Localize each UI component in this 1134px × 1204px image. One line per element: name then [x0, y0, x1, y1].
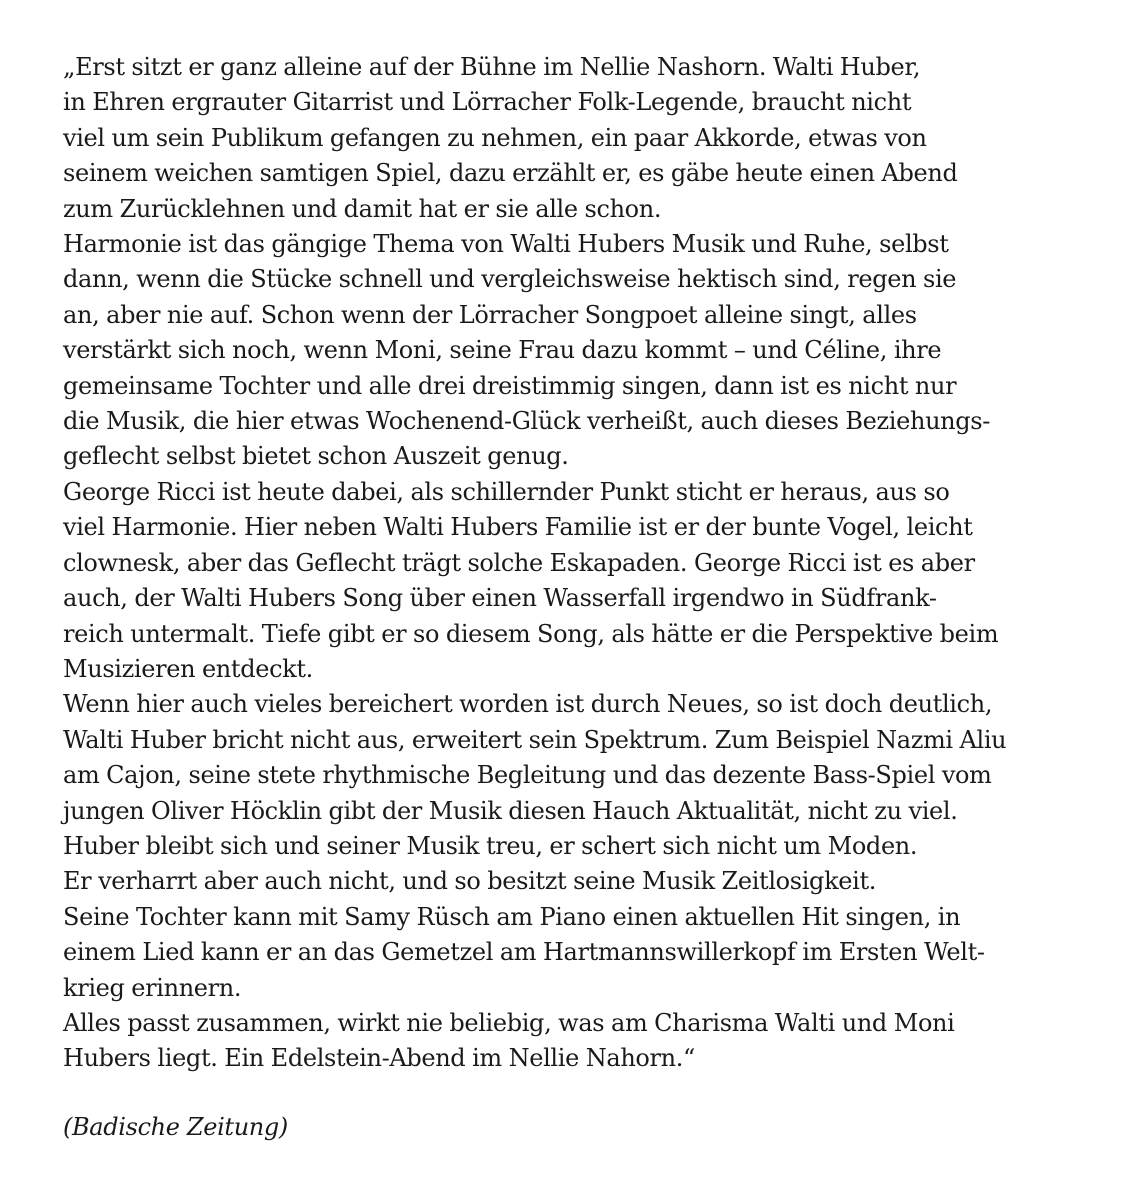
text-line: zum Zurücklehnen und damit hat er sie alle schon.	[63, 194, 662, 223]
text-line: an, aber nie auf. Schon wenn der Lörracher Songpoet alleine singt, alles	[63, 300, 917, 329]
text-line: gemeinsame Tochter und alle drei dreistimmig singen, dann ist es nicht nur	[63, 371, 957, 400]
text-line: Seine Tochter kann mit Samy Rüsch am Piano einen aktuellen Hit singen, in	[63, 902, 961, 931]
text-line: viel um sein Publikum gefangen zu nehmen, ein paar Akkorde, etwas von	[63, 123, 927, 152]
text-line: jungen Oliver Höcklin gibt der Musik diesen Hauch Aktualität, nicht zu viel.	[63, 796, 958, 825]
text-line: viel Harmonie. Hier neben Walti Hubers Familie ist er der bunte Vogel, leicht	[63, 513, 973, 542]
text-line: krieg erinnern.	[63, 973, 242, 1002]
text-line: auch, der Walti Hubers Song über einen Wasserfall irgendwo in Südfrank-	[63, 584, 937, 613]
text-line: Huber bleibt sich und seiner Musik treu, er schert sich nicht um Moden.	[63, 831, 918, 860]
text-line: „Erst sitzt er ganz alleine auf der Bühne im Nellie Nashorn. Walti Huber,	[63, 53, 921, 81]
text-line: clownesk, aber das Geflecht trägt solche Eskapaden. George Ricci ist es aber	[63, 548, 975, 577]
text-line: Hubers liegt. Ein Edelstein-Abend im Nellie Nahorn.“	[63, 1044, 695, 1073]
text-line: Alles passt zusammen, wirkt nie beliebig, was am Charisma Walti und Moni	[63, 1008, 955, 1037]
text-line: Er verharrt aber auch nicht, und so besitzt seine Musik Zeitlosigkeit.	[63, 867, 877, 896]
text-line: dann, wenn die Stücke schnell und vergleichsweise hektisch sind, regen sie	[63, 265, 957, 294]
text-line: in Ehren ergrauter Gitarrist und Lörracher Folk-Legende, braucht nicht	[63, 88, 912, 117]
text-line: Wenn hier auch vieles bereichert worden ist durch Neues, so ist doch deutlich,	[63, 690, 993, 719]
text-line: verstärkt sich noch, wenn Moni, seine Frau dazu kommt – und Céline, ihre	[63, 336, 942, 365]
text-line: einem Lied kann er an das Gemetzel am Hartmannswillerkopf im Ersten Welt-	[63, 938, 985, 967]
text-line: geflecht selbst bietet schon Auszeit genug.	[63, 442, 569, 471]
text-line: reich untermalt. Tiefe gibt er so diesem Song, als hätte er die Perspektive beim	[63, 619, 999, 648]
text-line: Harmonie ist das gängige Thema von Walti Hubers Musik und Ruhe, selbst	[63, 230, 949, 259]
text-line: Musizieren entdeckt.	[63, 654, 313, 683]
text-line: George Ricci ist heute dabei, als schillernder Punkt sticht er heraus, aus so	[63, 477, 950, 506]
source-attribution: (Badische Zeitung)	[63, 1113, 288, 1141]
text-line: seinem weichen samtigen Spiel, dazu erzählt er, es gäbe heute einen Abend	[63, 159, 958, 188]
text-line: am Cajon, seine stete rhythmische Begleitung und das dezente Bass-Spiel vom	[63, 761, 992, 790]
text-line: Walti Huber bricht nicht aus, erweitert sein Spektrum. Zum Beispiel Nazmi Aliu	[63, 725, 1007, 754]
text-line: die Musik, die hier etwas Wochenend-Glück verheißt, auch dieses Beziehungs-	[63, 407, 991, 436]
review-text	[63, 50, 1103, 1077]
